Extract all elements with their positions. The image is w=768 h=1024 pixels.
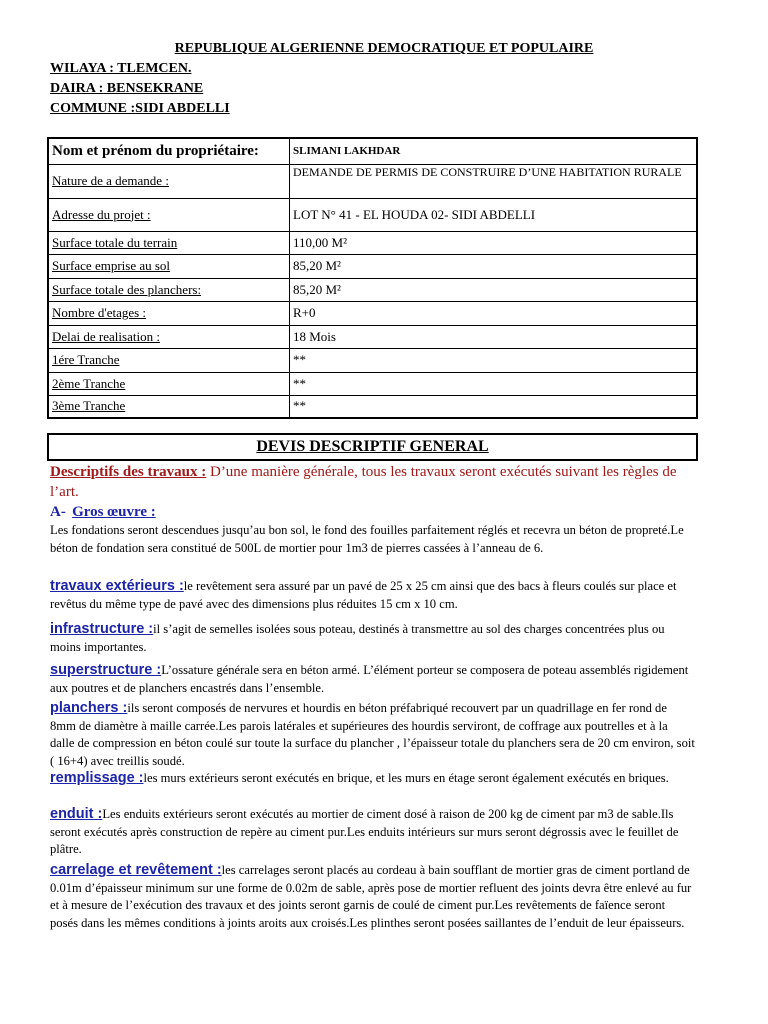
section-a-prefix: A- <box>50 504 66 520</box>
paragraph-title: carrelage et revêtement : <box>50 862 222 878</box>
row-label: Adresse du projet : <box>48 198 290 231</box>
paragraph-text: les murs extérieurs seront exécutés en brique, et les murs en étage seront également exécutés en briques. <box>143 771 669 785</box>
daira-value: BENSEKRANE <box>103 81 204 96</box>
table-row <box>48 138 697 164</box>
row-value: ** <box>290 395 698 418</box>
row-value: R+0 <box>290 301 698 325</box>
paragraph-title: enduit : <box>50 806 103 822</box>
paragraph-text: Les enduits extérieurs seront exécutés au mortier de ciment dosé à raison de 200 kg de ciment par m3 de sable.Ils seront exécutés après construction de repère au ciment pur.Les enduits intérieurs sur murs seront dégrossis avec le feuillet de plâtre. <box>50 807 679 856</box>
row-label: 1ére Tranche <box>48 348 290 372</box>
row-label: Surface totale des planchers: <box>48 278 290 301</box>
paragraph-title: planchers : <box>50 700 128 716</box>
table-row <box>48 198 697 231</box>
owner-value: SLIMANI LAKHDAR <box>290 138 698 164</box>
row-label: 2ème Tranche <box>48 372 290 395</box>
owner-label: Nom et prénom du propriétaire: <box>48 138 290 164</box>
paragraph-enduit <box>50 806 695 859</box>
table-row <box>48 372 697 395</box>
paragraph-planchers <box>50 700 695 770</box>
daira-label: DAIRA : <box>50 81 104 96</box>
project-info-table <box>47 137 698 419</box>
row-label: Delai de realisation : <box>48 325 290 348</box>
paragraph-text: ils seront composés de nervures et hourdis en béton préfabriqué recouvert par un quadrillage en fer rond de 8mm de diamètre à maille carrée.Les parois latérales et supérieures des hourdis serviront, de coffrage aux poutrelles et à la dalle de compression en béton coulé sur toute la surface du plancher , l’épaisseur totale du planchers sera de 20 cm environ, soit ( 16+4) avec treillis soudé. <box>50 701 695 768</box>
paragraph-text: L’ossature générale sera en béton armé. L’élément porteur se composera de poteau assemblés rigidement aux poutres et de planchers encastrés dans l’ensemble. <box>50 663 689 695</box>
commune-label: COMMUNE : <box>50 101 136 116</box>
row-label: Surface totale du terrain <box>48 231 290 254</box>
devis-title: DEVIS DESCRIPTIF GENERAL <box>256 438 489 455</box>
row-value: 85,20 M² <box>290 278 698 301</box>
row-label: Nombre d'etages : <box>48 301 290 325</box>
row-value: ** <box>290 372 698 395</box>
paragraph-title: remplissage : <box>50 770 144 786</box>
table-row <box>48 231 697 254</box>
paragraph-text: le revêtement sera assuré par un pavé de 25 x 25 cm ainsi que des bacs à fleurs coulés sur place et revêtus du même type de pavé avec des dimensions plus réduites 15 cm x 10 cm. <box>50 579 677 611</box>
row-label: Nature de a demande : <box>48 164 290 198</box>
wilaya-line <box>50 61 191 77</box>
wilaya-label: WILAYA : <box>50 61 114 76</box>
paragraph-title: infrastructure : <box>50 621 154 637</box>
paragraph-text: les carrelages seront placés au cordeau à bain soufflant de mortier gras de ciment portland de 0.01m d’épaisseur minimum sur une forme de 0.02m de sable, après pose de mortier refluent des joints devra être enlevé au fur et à mesure de l’exécution des travaux et des joints seront garnis de coulé de ciment pur.Les revêtements de faïence seront posés dans les mêmes conditions à joints aroits aux croisés.Les plinthes seront posées saillantes de l’enduit de leur épaisseurs. <box>50 863 692 930</box>
row-value: ** <box>290 348 698 372</box>
table-row <box>48 164 697 198</box>
row-label: Surface emprise au sol <box>48 254 290 278</box>
table-row <box>48 278 697 301</box>
table-row <box>48 254 697 278</box>
paragraph-infrastructure <box>50 621 695 656</box>
paragraph-travaux-exterieurs <box>50 578 695 613</box>
section-a-heading <box>50 504 695 522</box>
table-row <box>48 395 697 418</box>
table-row <box>48 301 697 325</box>
descriptifs-paragraph <box>50 462 695 502</box>
section-a-title: Gros œuvre : <box>72 504 156 520</box>
row-value: LOT N° 41 - EL HOUDA 02- SIDI ABDELLI <box>290 198 698 231</box>
row-value: 85,20 M² <box>290 254 698 278</box>
row-value: 18 Mois <box>290 325 698 348</box>
table-row <box>48 348 697 372</box>
row-value: DEMANDE DE PERMIS DE CONSTRUIRE D’UNE HABITATION RURALE <box>290 164 698 198</box>
descriptifs-text: D’une manière générale, tous les travaux seront exécutés suivant les règles de l’art. <box>50 464 677 500</box>
paragraph-title: superstructure : <box>50 662 162 678</box>
paragraph-carrelage <box>50 862 695 932</box>
row-value: 110,00 M² <box>290 231 698 254</box>
row-label: 3ème Tranche <box>48 395 290 418</box>
table-row <box>48 325 697 348</box>
paragraph-remplissage <box>50 770 695 788</box>
paragraph-title: travaux extérieurs : <box>50 578 184 594</box>
daira-line <box>50 81 203 97</box>
republic-title: REPUBLIQUE ALGERIENNE DEMOCRATIQUE ET POPULAIRE <box>174 41 594 56</box>
section-a-text: Les fondations seront descendues jusqu’au bon sol, le fond des fouilles parfaitement réglés et recevra un béton de propreté.Le béton de fondation sera constitué de 500L de mortier pour 1m3 de pierres cassées à l’anneau de 6. <box>50 523 684 555</box>
commune-line <box>50 101 230 117</box>
descriptifs-label: Descriptifs des travaux : <box>50 464 207 480</box>
paragraph-text: il s’agit de semelles isolées sous poteau, destinés à transmettre au sol des charges concentrées plus ou moins importantes. <box>50 622 665 654</box>
wilaya-value: TLEMCEN. <box>113 61 192 76</box>
commune-value: SIDI ABDELLI <box>135 101 230 116</box>
paragraph-superstructure <box>50 662 695 697</box>
devis-title-box <box>47 433 698 461</box>
